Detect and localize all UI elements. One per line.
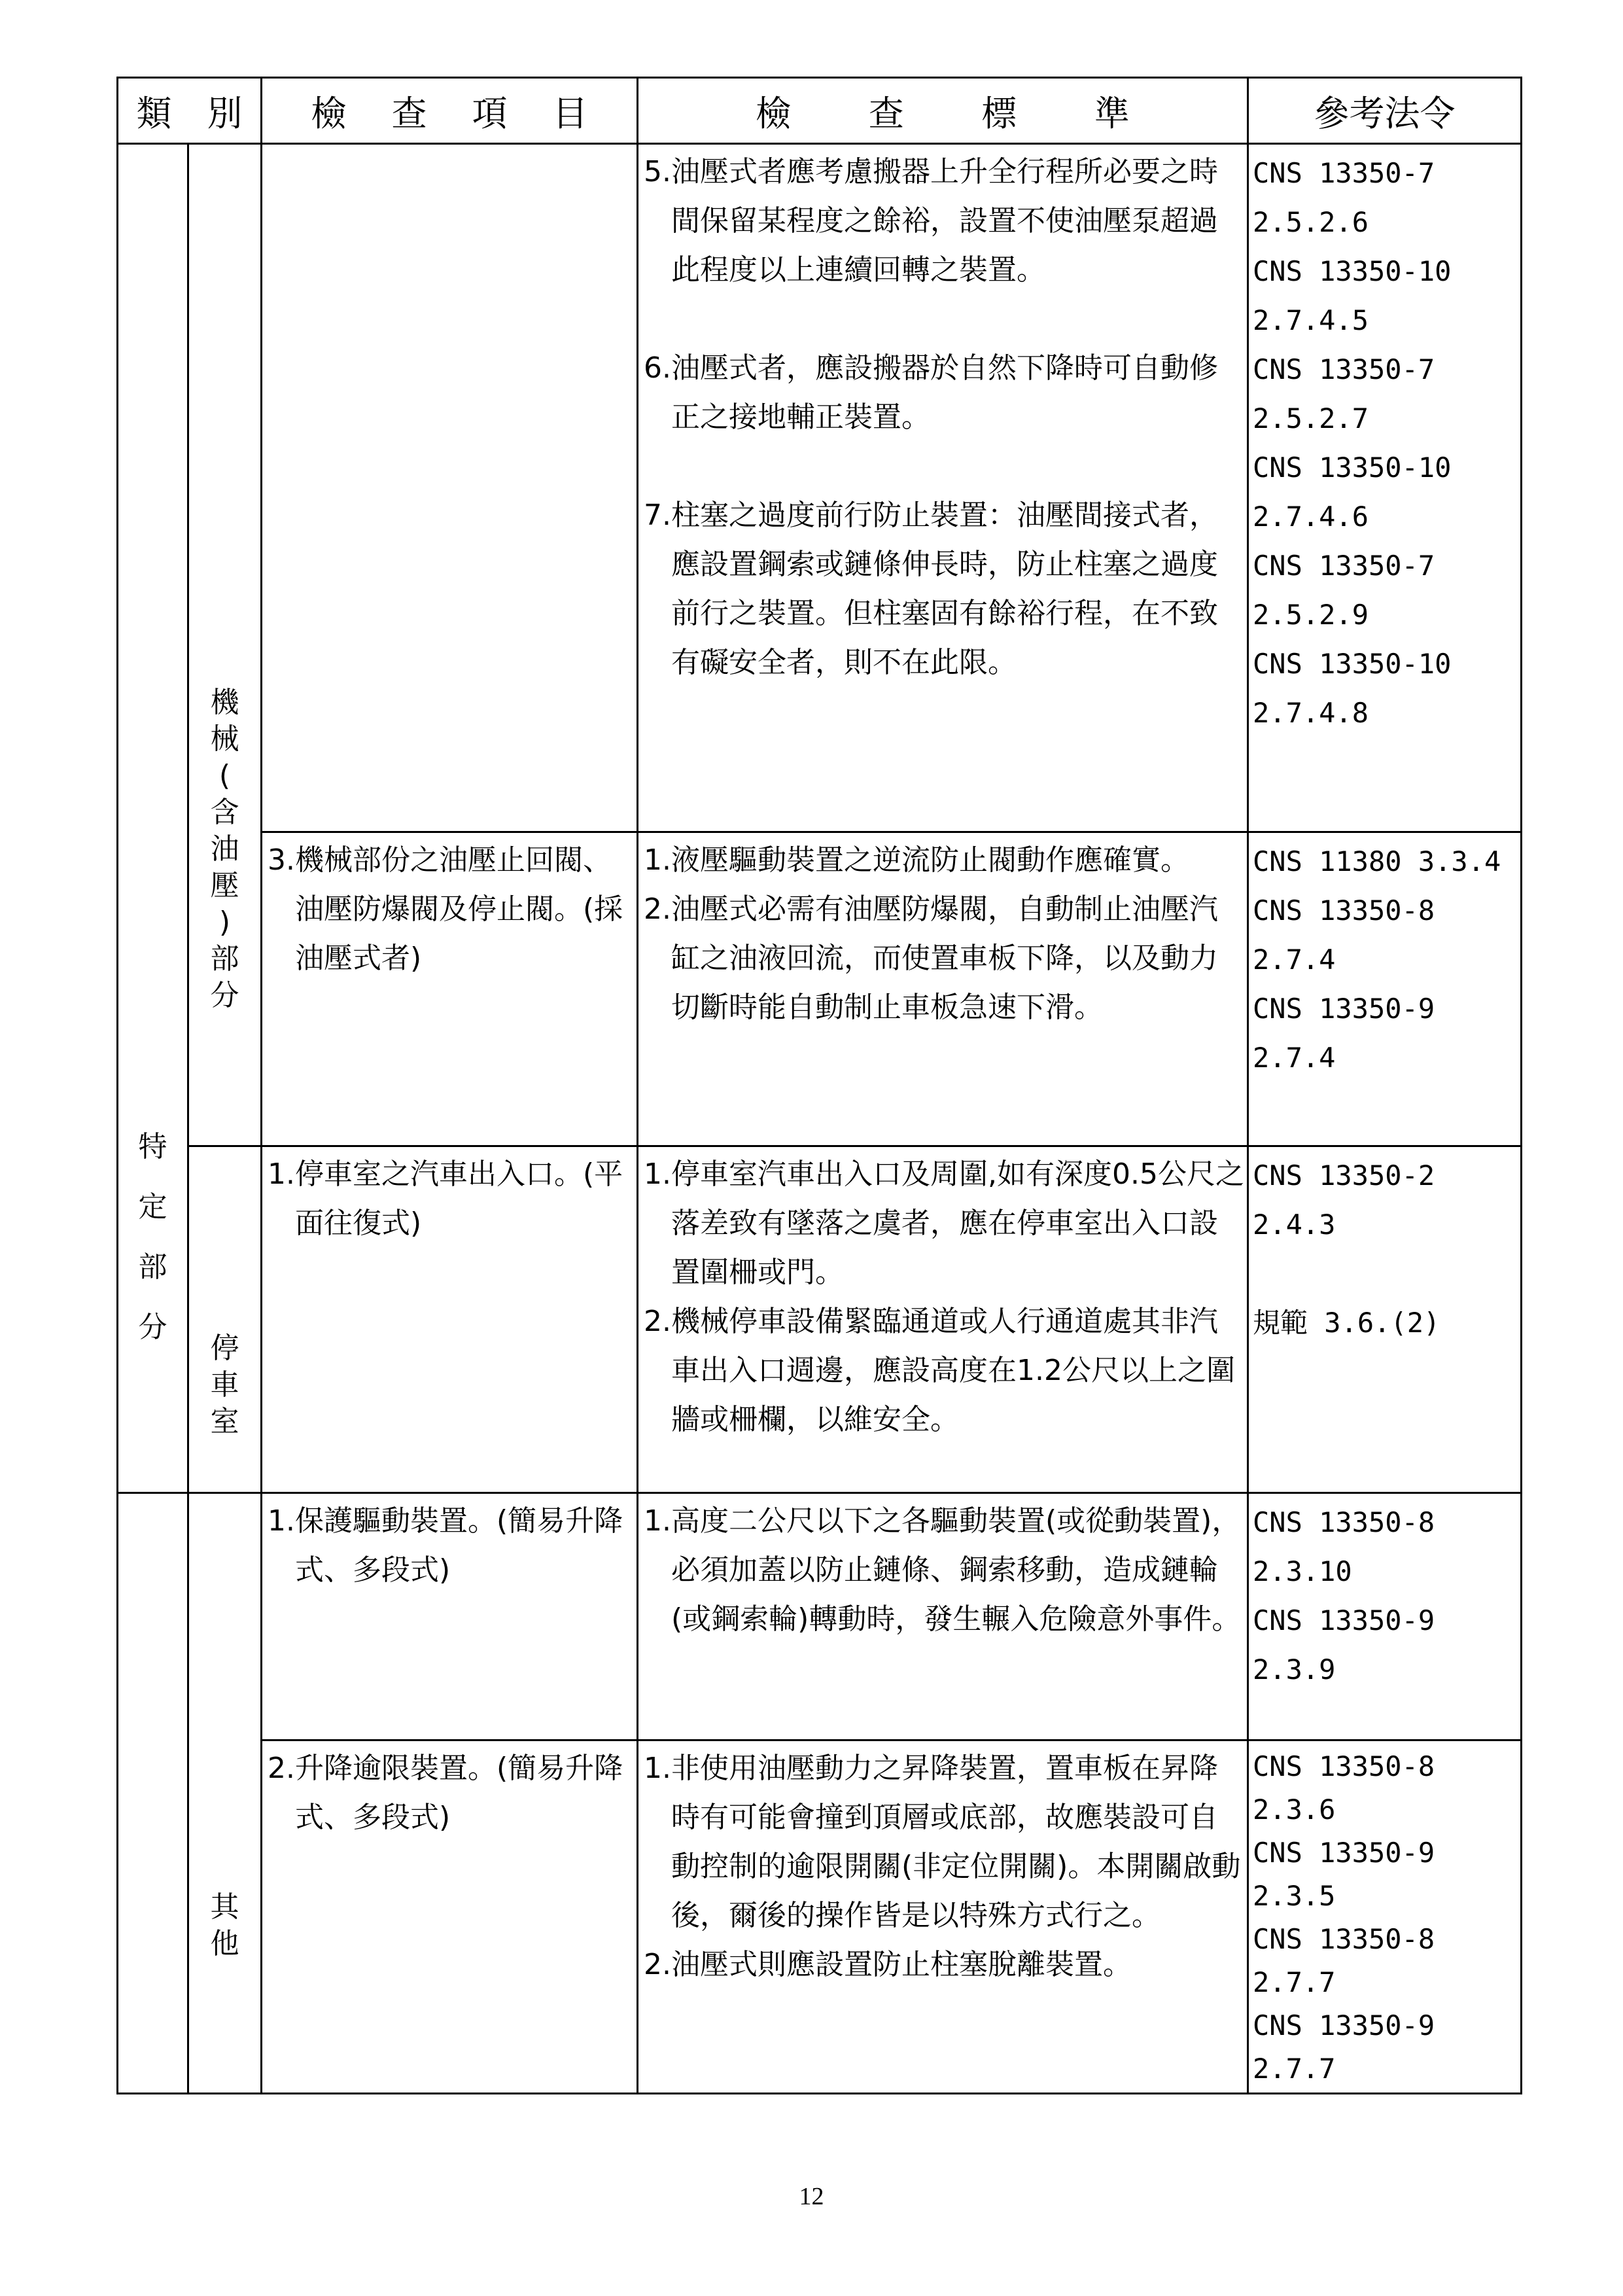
standard-cell	[638, 1146, 1248, 1493]
list-number: 7.	[644, 499, 671, 532]
standard-list	[638, 1741, 1247, 1989]
header-standard-char: 檢	[756, 92, 792, 134]
reference-cell	[1248, 1740, 1522, 2094]
reference-entry: CNS 13350-9	[1253, 1837, 1435, 1869]
vertical-char: 他	[210, 1927, 239, 1960]
table-row	[118, 1740, 1522, 2094]
reference-entry: CNS 13350-9	[1253, 1604, 1435, 1636]
subcategory-other-cell	[188, 1493, 262, 2094]
vertical-char: 定	[138, 1190, 167, 1224]
reference-entry: 2.3.5	[1253, 1880, 1336, 1912]
item-cell	[262, 832, 638, 1146]
list-item	[268, 1150, 634, 1248]
list-item	[644, 885, 1244, 1032]
vertical-char: 特	[138, 1129, 167, 1163]
table-header-row	[118, 78, 1522, 144]
list-number: 2.	[644, 1305, 671, 1338]
reference-entry: 2.7.7	[1253, 2053, 1336, 2085]
reference-list	[1249, 1494, 1520, 1694]
list-number: 1.	[644, 843, 671, 877]
item-cell	[262, 1493, 638, 1740]
list-number: 2.	[644, 892, 671, 926]
list-item	[268, 836, 634, 983]
list-number: 1.	[644, 1157, 671, 1191]
subcategory-mechanical-cell	[188, 144, 262, 1146]
category-main-label	[118, 1117, 187, 1358]
list-text: 升降逾限裝置。(簡易升降式、多段式)	[294, 1752, 623, 1834]
vertical-char: (	[218, 759, 231, 792]
header-item-char: 查	[391, 92, 427, 134]
reference-entry: 規範 3.6.(2)	[1253, 1307, 1440, 1339]
list-text: 保護驅動裝置。(簡易升降式、多段式)	[294, 1504, 623, 1587]
header-standard-char: 準	[1094, 92, 1130, 134]
list-number: 1.	[268, 1157, 295, 1191]
reference-entry: 2.7.4.5	[1253, 304, 1369, 336]
list-item	[644, 836, 1244, 885]
reference-entry: 2.3.6	[1253, 1793, 1336, 1826]
list-number: 6.	[644, 351, 671, 385]
subcategory-mechanical-label	[189, 684, 260, 1014]
reference-entry: CNS 13350-10	[1253, 255, 1452, 287]
reference-entry: 2.7.4	[1253, 1042, 1336, 1074]
list-number: 5.	[644, 155, 671, 188]
reference-entry: CNS 13350-8	[1253, 1750, 1435, 1782]
list-text: 停車室之汽車出入口。(平面往復式)	[294, 1157, 623, 1240]
reference-entry: CNS 13350-8	[1253, 1506, 1435, 1538]
reference-cell	[1248, 832, 1522, 1146]
list-item	[644, 1496, 1244, 1644]
category-main-cell-continued	[118, 1493, 188, 2094]
vertical-char: 室	[210, 1404, 239, 1438]
list-text: 非使用油壓動力之昇降裝置，置車板在昇降時有可能會撞到頂層或底部，故應裝設可自動控制的逾限開關(非定位開關)。本開關啟動後，爾後的操作皆是以特殊方式行之。	[671, 1752, 1241, 1932]
header-category: 類 別	[118, 78, 262, 144]
list-item	[644, 1297, 1244, 1444]
vertical-char: 其	[210, 1890, 239, 1924]
standard-cell	[638, 1493, 1248, 1740]
vertical-char: 部	[138, 1250, 167, 1284]
vertical-char: 停	[210, 1331, 239, 1365]
item-cell	[262, 1740, 638, 2094]
page-number: 12	[799, 2183, 824, 2210]
vertical-char: 部	[210, 942, 239, 976]
reference-entry: CNS 13350-7	[1253, 353, 1435, 385]
vertical-char: 分	[138, 1310, 167, 1344]
reference-entry: CNS 13350-9	[1253, 2009, 1435, 2041]
list-text: 液壓驅動裝置之逆流防止閥動作應確實。	[671, 843, 1189, 877]
header-standard-char: 標	[981, 92, 1017, 134]
header-item-char: 目	[552, 92, 588, 134]
reference-entry	[1253, 1249, 1520, 1298]
reference-entry: CNS 13350-8	[1253, 894, 1435, 927]
list-number: 1.	[644, 1504, 671, 1538]
reference-list	[1249, 833, 1520, 1082]
vertical-char: 壓	[210, 869, 239, 902]
list-number: 1.	[644, 1752, 671, 1785]
reference-entry: 2.5.2.9	[1253, 599, 1369, 631]
vertical-char: 分	[210, 979, 239, 1012]
vertical-char: 油	[210, 832, 239, 866]
reference-entry: 2.7.7	[1253, 1966, 1336, 1998]
reference-cell	[1248, 1493, 1522, 1740]
table-row	[118, 1493, 1522, 1740]
header-item-char: 項	[472, 92, 508, 134]
reference-entry: 2.5.2.7	[1253, 402, 1369, 434]
category-main-cell	[118, 144, 188, 1493]
standard-cell	[638, 144, 1248, 832]
standard-list	[638, 1494, 1247, 1644]
list-item	[268, 1496, 634, 1595]
item-list	[262, 1147, 637, 1248]
reference-entry: CNS 13350-2	[1253, 1159, 1435, 1192]
vertical-char: 機	[210, 686, 239, 719]
table-row	[118, 1146, 1522, 1493]
list-number: 2.	[268, 1752, 295, 1785]
item-cell	[262, 144, 638, 832]
standard-cell	[638, 832, 1248, 1146]
list-number: 1.	[268, 1504, 295, 1538]
reference-entry: CNS 13350-7	[1253, 157, 1435, 189]
list-text: 油壓式則應設置防止柱塞脫離裝置。	[671, 1948, 1132, 1981]
vertical-char: 械	[210, 722, 239, 756]
table-row	[118, 832, 1522, 1146]
list-text: 高度二公尺以下之各驅動裝置(或從動裝置)，必須加蓋以防止鏈條、鋼索移動，造成鏈輪(或鋼索輪)轉動時，發生輾入危險意外事件。	[671, 1504, 1241, 1636]
header-standard	[638, 78, 1248, 144]
vertical-char: 含	[210, 796, 239, 829]
reference-list	[1249, 145, 1520, 737]
reference-entry: CNS 13350-7	[1253, 550, 1435, 582]
standard-list	[638, 1147, 1247, 1444]
reference-list	[1249, 1741, 1520, 2091]
list-text: 油壓式者應考慮搬器上升全行程所必要之時間保留某程度之餘裕，設置不使油壓泵超過此程度以上連續回轉之裝置。	[671, 155, 1218, 287]
reference-entry: 2.3.10	[1253, 1555, 1352, 1587]
item-list	[262, 833, 637, 983]
list-number: 3.	[268, 843, 295, 877]
header-reference: 參考法令	[1248, 78, 1522, 144]
list-text: 機械部份之油壓止回閥、油壓防爆閥及停止閥。(採油壓式者)	[294, 843, 623, 975]
reference-list	[1249, 1147, 1520, 1347]
subcategory-parking-label	[189, 1330, 260, 1440]
header-item	[262, 78, 638, 144]
list-text: 停車室汽車出入口及周圍,如有深度0.5公尺之落差致有墜落之虞者，應在停車室出入口設置圍柵或門。	[671, 1157, 1244, 1289]
list-number: 2.	[644, 1948, 671, 1981]
list-item	[644, 1744, 1244, 1940]
table-row	[118, 144, 1522, 832]
vertical-char: 車	[210, 1368, 239, 1402]
inspection-table	[116, 77, 1522, 2094]
vertical-char: )	[218, 906, 231, 939]
header-standard-char: 查	[868, 92, 904, 134]
reference-entry: CNS 11380 3.3.4	[1253, 845, 1501, 877]
list-item	[644, 344, 1244, 442]
standard-list	[638, 833, 1247, 1032]
reference-entry: CNS 13350-10	[1253, 451, 1452, 484]
list-text: 油壓式必需有油壓防爆閥，自動制止油壓汽缸之油液回流，而使置車板下降，以及動力切斷時能自動制止車板急速下滑。	[671, 892, 1218, 1024]
reference-entry: 2.3.9	[1253, 1653, 1336, 1686]
item-cell	[262, 1146, 638, 1493]
list-item	[268, 1744, 634, 1842]
list-item	[644, 1150, 1244, 1297]
reference-entry: CNS 13350-10	[1253, 648, 1452, 680]
list-item	[644, 147, 1244, 294]
standard-list	[638, 145, 1247, 687]
reference-cell	[1248, 1146, 1522, 1493]
list-text: 機械停車設備緊臨通道或人行通道處其非汽車出入口週邊，應設高度在1.2公尺以上之圍牆或柵欄，以維安全。	[671, 1305, 1235, 1436]
subcategory-parking-cell	[188, 1146, 262, 1493]
list-item	[644, 491, 1244, 687]
item-list	[262, 1741, 637, 1842]
list-text: 柱塞之過度前行防止裝置：油壓間接式者，應設置鋼索或鏈條伸長時，防止柱塞之過度前行之裝置。但柱塞固有餘裕行程，在不致有礙安全者，則不在此限。	[671, 499, 1218, 679]
reference-entry: 2.5.2.6	[1253, 206, 1369, 238]
list-item	[644, 1940, 1244, 1989]
reference-entry: 2.4.3	[1253, 1209, 1336, 1241]
reference-cell	[1248, 144, 1522, 832]
list-text: 油壓式者，應設搬器於自然下降時可自動修正之接地輔正裝置。	[671, 351, 1218, 434]
reference-entry: 2.7.4.8	[1253, 697, 1369, 729]
reference-entry: CNS 13350-9	[1253, 993, 1435, 1025]
reference-entry: CNS 13350-8	[1253, 1923, 1435, 1955]
subcategory-other-label	[189, 1889, 260, 1962]
header-item-char: 檢	[311, 92, 347, 134]
reference-entry: 2.7.4	[1253, 944, 1336, 976]
standard-cell	[638, 1740, 1248, 2094]
reference-entry: 2.7.4.6	[1253, 501, 1369, 533]
item-list	[262, 1494, 637, 1595]
